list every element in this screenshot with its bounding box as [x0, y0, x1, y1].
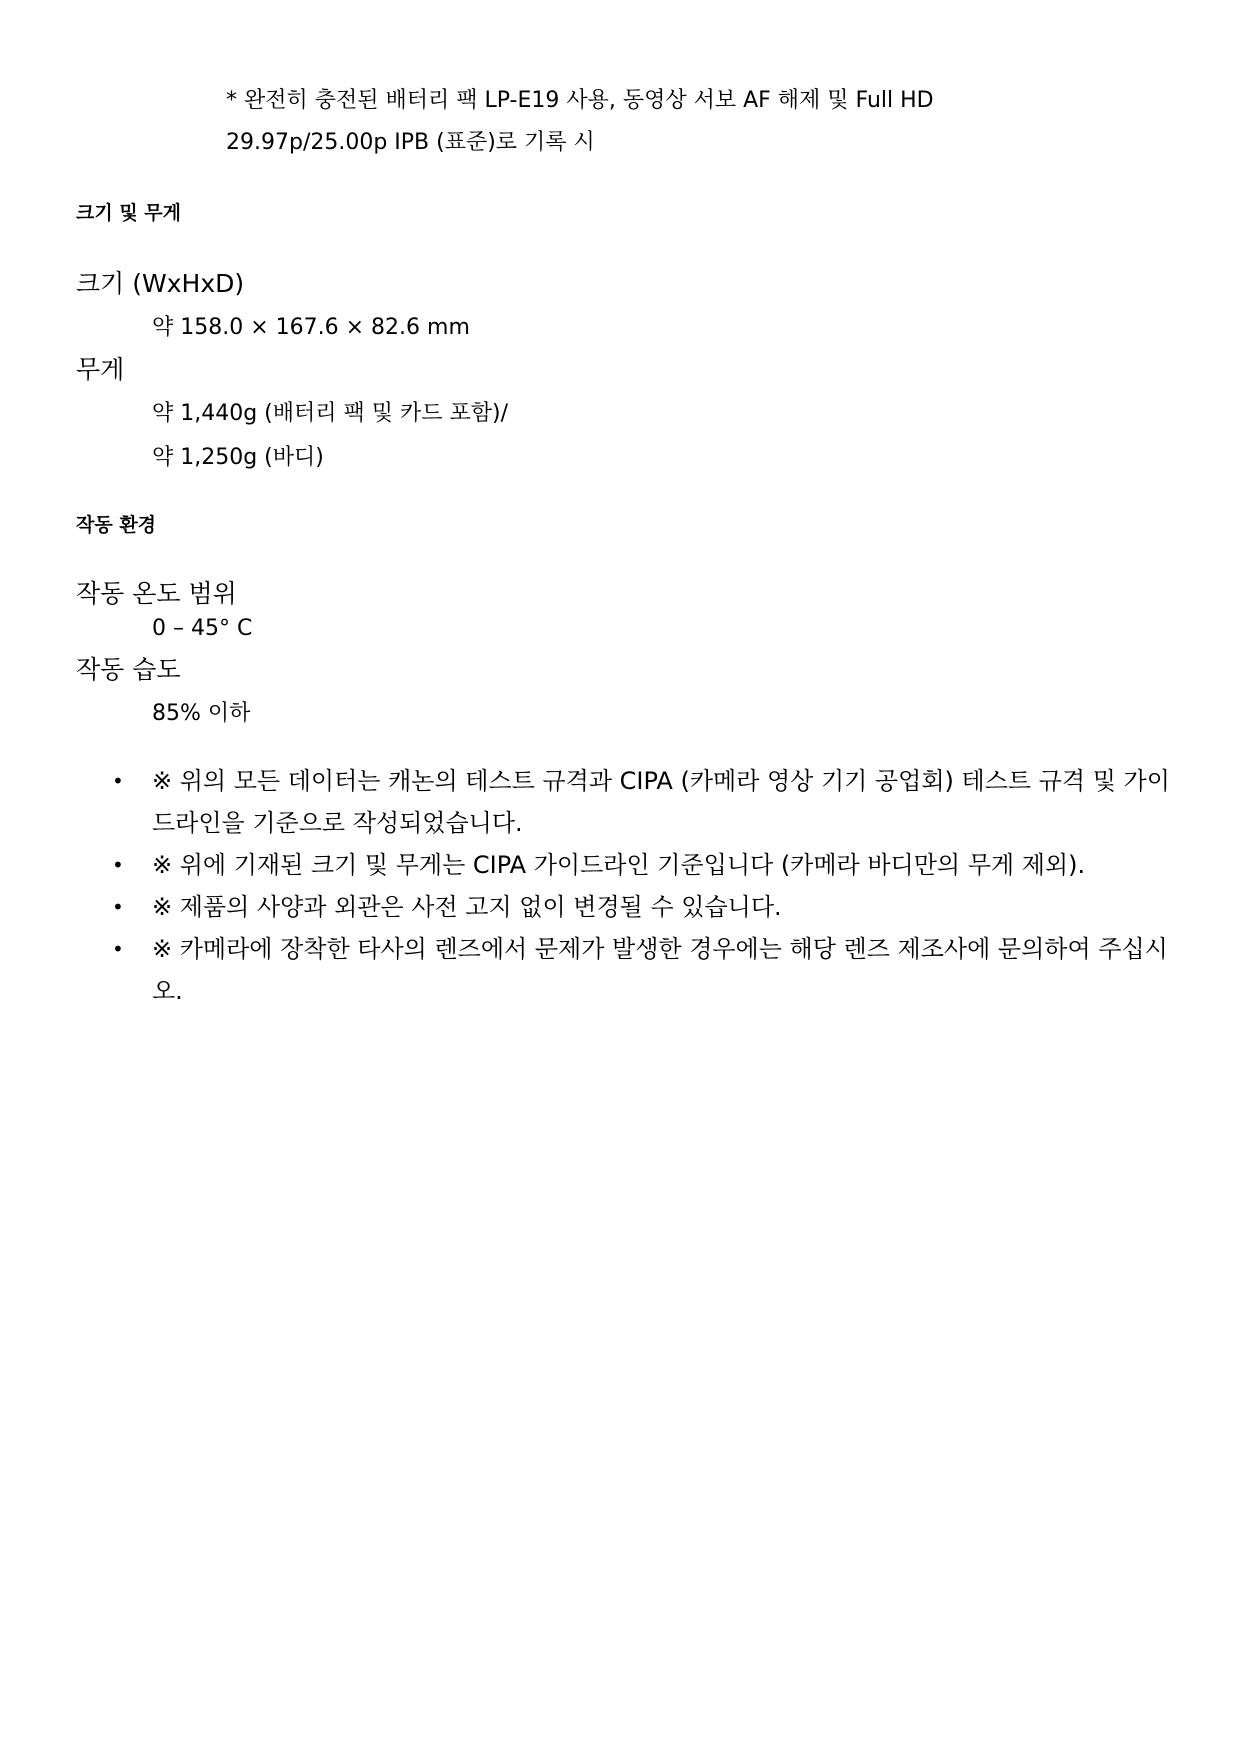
battery-note-line-1: * 완전히 충전된 배터리 팩 LP-E19 사용, 동영상 서보 AF 해제 및 Full HD [226, 88, 934, 113]
remarks-list [112, 760, 1172, 1012]
remark-text: ※ 카메라에 장착한 타사의 렌즈에서 문제가 발생한 경우에는 해당 렌즈 제조사에 문의하여 주십시오. [152, 935, 1168, 1005]
remark-text: ※ 위에 기재된 크기 및 무게는 CIPA 가이드라인 기준입니다 (카메라 바디만의 무게 제외). [152, 851, 1086, 879]
battery-note [226, 80, 934, 164]
size-weight-heading: 크기 및 무게 [76, 202, 181, 224]
bullet-icon: • [112, 937, 124, 961]
temp-label: 작동 온도 범위 [76, 579, 237, 608]
humidity-label: 작동 습도 [76, 655, 181, 684]
list-item [112, 886, 1172, 928]
temp-value: 0 – 45° C [152, 616, 253, 641]
weight-value-body: 약 1,250g (바디) [152, 445, 324, 470]
operating-env-heading: 작동 환경 [76, 514, 157, 536]
battery-note-line-2: 29.97p/25.00p IPB (표준)로 기록 시 [226, 130, 595, 155]
size-label: 크기 (WxHxD) [76, 269, 245, 298]
bullet-icon: • [112, 853, 124, 877]
bullet-icon: • [112, 769, 124, 793]
list-item [112, 844, 1172, 886]
list-item [112, 760, 1172, 844]
bullet-icon: • [112, 895, 124, 919]
weight-value-with-battery: 약 1,440g (배터리 팩 및 카드 포함)/ [152, 401, 509, 426]
remark-text: ※ 제품의 사양과 외관은 사전 고지 없이 변경될 수 있습니다. [152, 893, 782, 921]
humidity-value: 85% 이하 [152, 701, 251, 726]
size-value: 약 158.0 × 167.6 × 82.6 mm [152, 315, 470, 340]
weight-label: 무게 [76, 355, 125, 384]
remark-text: ※ 위의 모든 데이터는 캐논의 테스트 규격과 CIPA (카메라 영상 기기 공업회) 테스트 규격 및 가이드라인을 기준으로 작성되었습니다. [152, 767, 1170, 837]
list-item [112, 928, 1172, 1012]
